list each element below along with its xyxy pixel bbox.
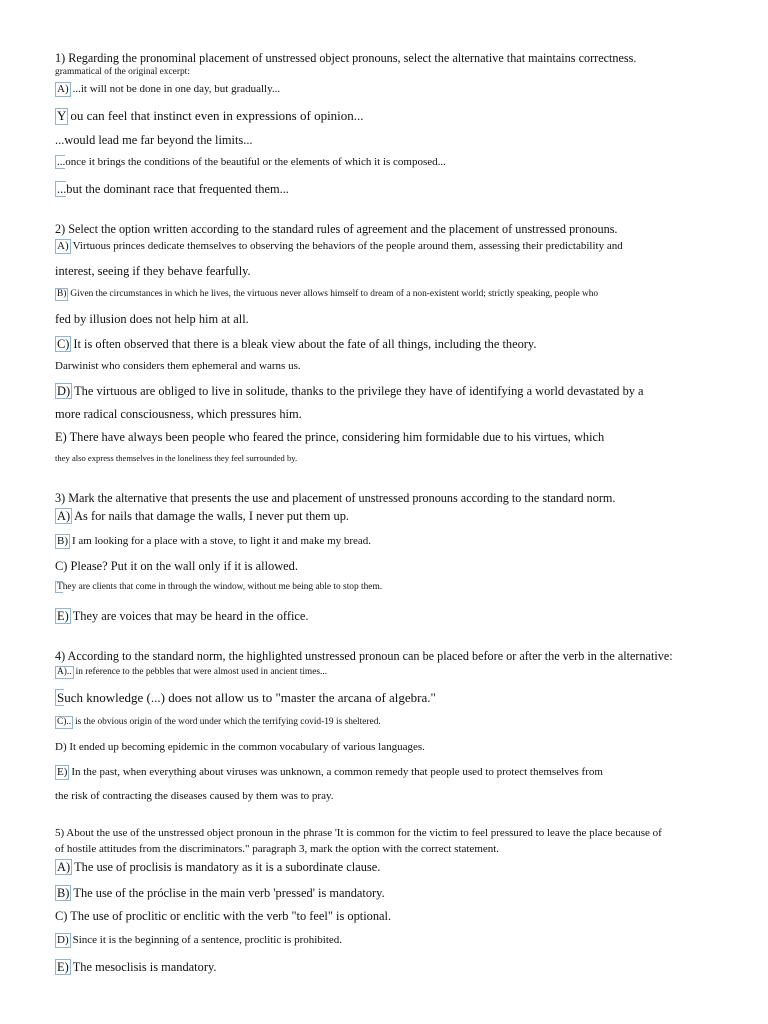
- option-marker: A)..: [57, 667, 72, 677]
- option-text: I am looking for a place with a stove, to light it and make my bread.: [72, 535, 372, 547]
- q3-option-e[interactable]: [55, 608, 308, 624]
- option-text: The mesoclisis is mandatory.: [72, 960, 217, 974]
- option-marker: ...: [57, 156, 66, 168]
- option-marker: B): [57, 535, 68, 547]
- option-text: The use of proclisis is mandatory as it is a subordinate clause.: [74, 860, 381, 874]
- option-marker: Y: [57, 108, 67, 123]
- q2-option-a[interactable]: [55, 239, 623, 254]
- option-text: Given the circumstances in which he lives, the virtuous never allows himself to dream of a non-existent world; strictly speaking, people who: [70, 289, 599, 299]
- option-text: uch knowledge (...) does not allow us to "master the arcana of algebra.": [64, 690, 436, 705]
- option-marker: T: [57, 582, 63, 592]
- option-marker: A): [57, 860, 71, 874]
- q4-option-d[interactable]: D) It ended up becoming epidemic in the common vocabulary of various languages.: [55, 741, 425, 753]
- option-marker: D): [57, 384, 71, 398]
- q5-option-a[interactable]: [55, 859, 380, 875]
- option-marker: E): [57, 960, 69, 974]
- option-text: Since it is the beginning of a sentence, proclitic is prohibited.: [72, 934, 343, 946]
- q3-option-c[interactable]: C) Please? Put it on the wall only if it is allowed.: [55, 559, 298, 573]
- q1-option-a[interactable]: [55, 82, 280, 97]
- option-marker: C)..: [57, 717, 72, 727]
- option-marker: B): [57, 886, 70, 900]
- q5-option-e[interactable]: [55, 959, 216, 975]
- option-text: In the past, when everything about viruses was unknown, a common remedy that people used to protect themselves from: [71, 766, 603, 778]
- option-marker: ...: [57, 182, 67, 196]
- q4-option-a[interactable]: [55, 666, 327, 679]
- q1-option-d[interactable]: [55, 156, 446, 169]
- option-text: but the dominant race that frequented them...: [66, 182, 289, 196]
- option-text: Virtuous princes dedicate themselves to observing the behaviors of the people around them, assessing their predictability and: [72, 240, 623, 252]
- q2-option-b-cont: fed by illusion does not help him at all.: [55, 312, 249, 326]
- q2-option-e[interactable]: E) There have always been people who feared the prince, considering him formidable due to his virtues, which: [55, 430, 605, 444]
- q1-title: 1) Regarding the pronominal placement of unstressed object pronouns, select the alternative that maintains correctness.: [55, 51, 637, 65]
- q3-option-b[interactable]: [55, 534, 371, 549]
- option-marker: A): [57, 240, 69, 252]
- q5-option-b[interactable]: [55, 885, 385, 901]
- q2-option-b[interactable]: [55, 288, 598, 301]
- q2-option-d-cont: more radical consciousness, which pressures him.: [55, 407, 302, 421]
- option-text: As for nails that damage the walls, I never put them up.: [74, 509, 350, 523]
- q2-option-c-cont: Darwinist who considers them ephemeral and warns us.: [55, 360, 301, 372]
- option-text: once it brings the conditions of the beautiful or the elements of which it is composed...: [65, 156, 446, 168]
- q5-title: 5) About the use of the unstressed object pronoun in the phrase 'It is common for the victim to feel pressured to leave the place because of: [55, 827, 662, 839]
- q3-title: 3) Mark the alternative that presents the use and placement of unstressed pronouns according to the standard norm.: [55, 491, 616, 505]
- option-marker: S: [57, 690, 65, 705]
- option-text: in reference to the pebbles that were almost used in ancient times...: [75, 667, 328, 677]
- option-text: The use of the próclise in the main verb 'pressed' is mandatory.: [73, 886, 385, 900]
- q1-option-b[interactable]: [55, 108, 364, 125]
- q2-option-a-cont: interest, seeing if they behave fearfully.: [55, 264, 251, 278]
- q2-option-e-cont: they also express themselves in the loneliness they feel surrounded by.: [55, 453, 298, 463]
- q3-option-a[interactable]: [55, 508, 349, 524]
- q4-option-c[interactable]: [55, 716, 381, 729]
- q5-option-c[interactable]: C) The use of proclitic or enclitic with the verb "to feel" is optional.: [55, 909, 392, 923]
- q2-option-d[interactable]: [55, 383, 644, 399]
- q3-option-d[interactable]: [55, 582, 382, 593]
- option-marker: B): [57, 289, 67, 299]
- option-text: ou can feel that instinct even in expressions of opinion...: [70, 108, 364, 123]
- q1-title-cont: grammatical of the original excerpt:: [55, 67, 190, 77]
- q4-option-e-cont: the risk of contracting the diseases caused by them was to pray.: [55, 790, 334, 802]
- option-text: is the obvious origin of the word under which the terrifying covid-19 is sheltered.: [75, 717, 381, 727]
- option-text: hey are clients that come in through the window, without me being able to stop them.: [62, 582, 383, 592]
- q4-option-e[interactable]: [55, 765, 603, 780]
- option-marker: E): [57, 609, 69, 623]
- q1-option-c[interactable]: ...would lead me far beyond the limits...: [55, 133, 253, 147]
- q2-option-c[interactable]: [55, 336, 536, 352]
- q5-title-cont: of hostile attitudes from the discriminators." paragraph 3, mark the option with the correct statement.: [55, 843, 500, 855]
- option-marker: C): [57, 337, 70, 351]
- option-text: The virtuous are obliged to live in solitude, thanks to the privilege they have of identifying a world devastated by a: [74, 384, 644, 398]
- option-text: ...it will not be done in one day, but gradually...: [72, 83, 281, 95]
- q2-title: 2) Select the option written according to the standard rules of agreement and the placement of unstressed pronouns.: [55, 222, 618, 236]
- option-marker: A): [57, 83, 69, 95]
- q4-title: 4) According to the standard norm, the highlighted unstressed pronoun can be placed before or after the verb in the alternative:: [55, 649, 673, 663]
- option-marker: A): [57, 509, 71, 523]
- q5-option-d[interactable]: [55, 933, 342, 948]
- option-marker: E): [57, 766, 68, 778]
- q1-option-e[interactable]: [55, 182, 289, 196]
- option-marker: D): [57, 934, 69, 946]
- option-text: They are voices that may be heard in the office.: [72, 609, 309, 623]
- option-text: It is often observed that there is a bleak view about the fate of all things, including the theory.: [73, 337, 537, 351]
- q4-option-b[interactable]: [55, 691, 436, 706]
